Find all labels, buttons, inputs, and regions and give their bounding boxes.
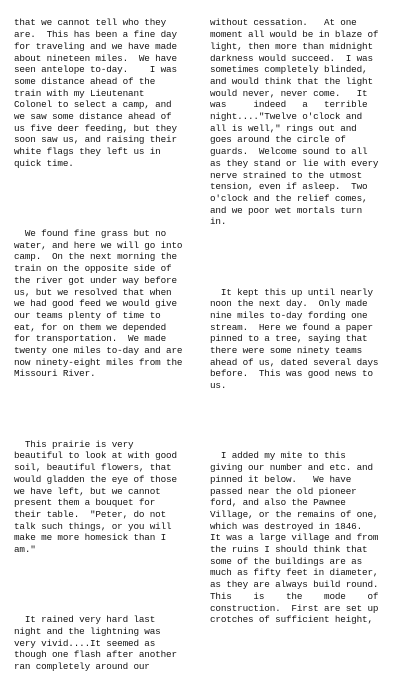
left-text-column — [14, 0, 194, 673]
paragraph: that we cannot tell who they are. This has been a fine day for traveling and we have made about nineteen miles. We have seen antelope to-day. I was some distance ahead of the train with my Lieutenant Colonel to select a camp, and we saw some distance ahead of us five deer feeding, but they soon saw us, and raising their white flags they left us in quick time. — [14, 17, 177, 169]
paragraph: We found fine grass but no water, and here we will go into camp. On the next morning the train on the opposite side of the river got under way before us, but we resolved that when we had good feed we would give our teams plenty of time to eat, for on them we depended for transportation. We made twenty one miles to-day and are now ninety-eight miles from the Missouri River. — [14, 228, 183, 380]
paragraph: without cessation. At one moment all would be in blaze of light, then more than midnight darkness would succeed. I was sometimes completely blinded, and would think that the light would never, never come. It was indeed a terrible night...."Twelve o'clock and all is well," rings out and goes around the circle of guards. Welcome sound to all as they stand or lie with every nerve strained to the utmost tension, even if asleep. Two o'clock and the relief comes, and we poor wet mortals turn in. — [210, 17, 379, 228]
paragraph: It kept this up until nearly noon the next day. Only made nine miles to-day fording one stream. Here we found a paper pinned to a tree, saying that there were some ninety teams ahead of us, dated several days before. This was good news to us. — [210, 286, 379, 392]
right-text-column — [210, 0, 390, 626]
paragraph: This prairie is very beautiful to look at with good soil, beautiful flowers, that would gladden the eye of those we have left, but we cannot present them a bouquet for their table. "Peter, do not talk such things, or you will make me more homesick than I am." — [14, 438, 177, 556]
paragraph: I added my mite to this giving our number and etc. and pinned it below. We have passed near the old pioneer ford, and also the Pawnee Village, or the remains of one, which was destroyed in 1846. It was a large village and from the ruins I should think that some of the buildings are as much as fifty feet in diameter, as they are always build round. This is the mode of construction. First are set up crotches of sufficient height, — [210, 450, 379, 626]
paragraph: It rained very hard last night and the lightning was very vivid....It seemed as though one flash after another ran completely around our — [14, 614, 177, 673]
